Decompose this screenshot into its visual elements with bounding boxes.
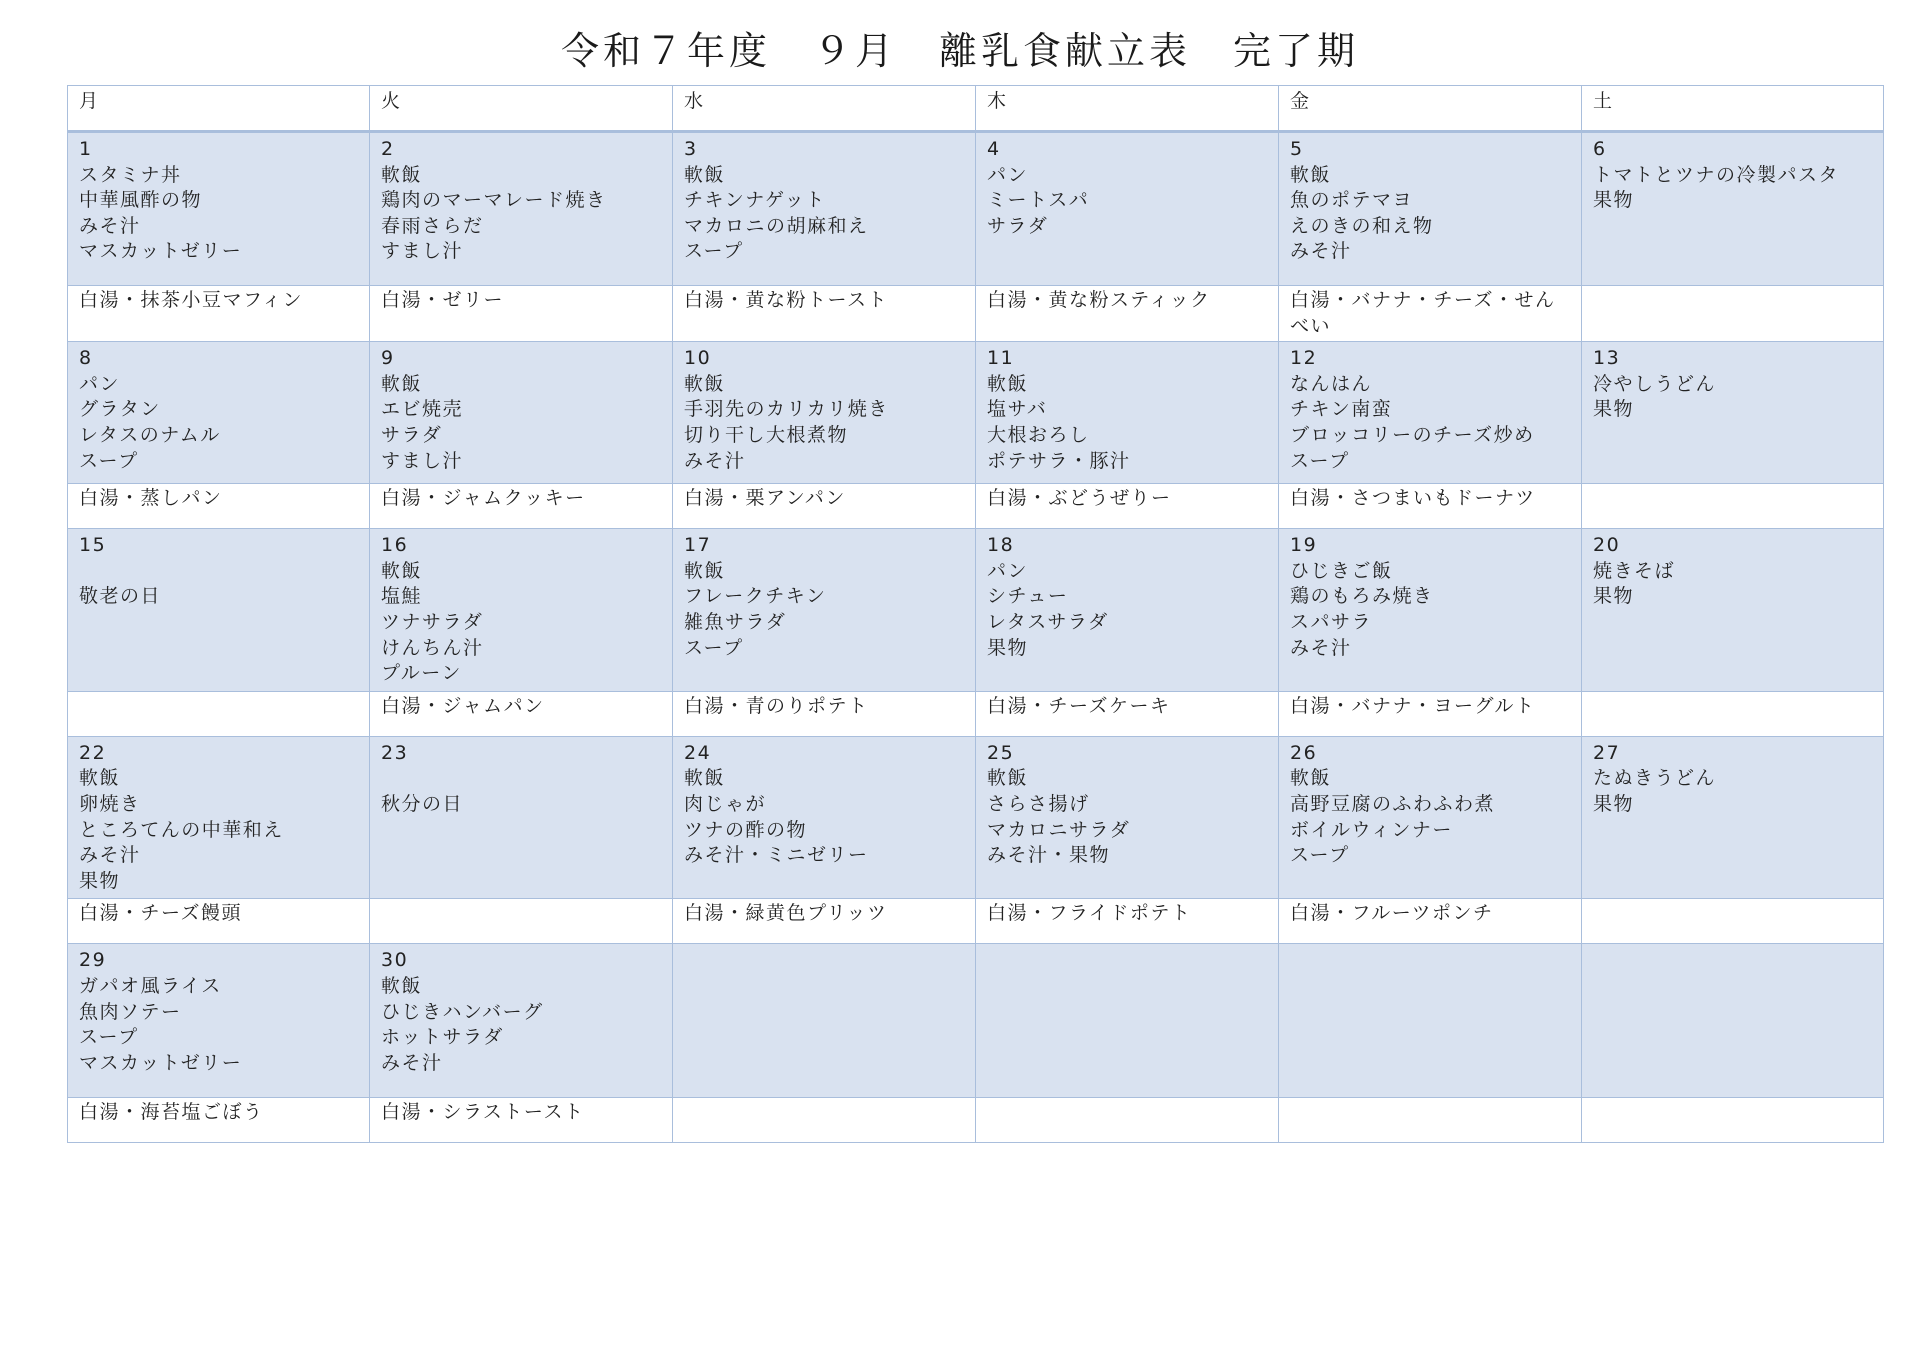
snack-cell-thu (976, 1098, 1279, 1143)
snack-item: 白湯・黄な粉スティック (987, 289, 1211, 311)
menu-item: 魚のポテマヨ (1290, 189, 1414, 212)
snack-cell-tue (370, 1098, 673, 1143)
weekday-header-thu: 木 (976, 86, 1279, 132)
menu-item: 果物 (79, 869, 121, 892)
snack-cell-thu (976, 286, 1279, 342)
day-number: 16 (381, 534, 409, 557)
day-number: 13 (1593, 347, 1621, 370)
menu-item: プルーン (381, 662, 462, 685)
menu-item: 果物 (1593, 398, 1635, 421)
weekday-header-mon: 月 (68, 86, 370, 132)
lunch-cell-fri (1279, 944, 1582, 1098)
snack-cell-tue (370, 484, 673, 529)
lunch-cell-thu (976, 132, 1279, 286)
menu-item: ひじきハンバーグ (381, 1000, 544, 1023)
lunch-cell-fri (1279, 342, 1582, 484)
snack-item: 白湯・シラストースト (381, 1101, 585, 1124)
menu-item: みそ汁 (79, 214, 141, 237)
snack-item: 白湯・ぶどうぜりー (987, 487, 1172, 510)
snack-cell-fri (1279, 286, 1582, 342)
menu-item: スープ (1290, 844, 1350, 867)
snack-cell-wed (673, 484, 976, 529)
lunch-cell-tue (370, 736, 673, 899)
menu-item: 軟飯 (381, 974, 423, 997)
snack-cell-mon (68, 484, 370, 529)
menu-item: すまし汁 (381, 240, 464, 263)
lunch-cell-thu (976, 736, 1279, 899)
lunch-cell-sat (1582, 132, 1884, 286)
snack-item (1593, 1100, 1872, 1126)
snack-cell-tue (370, 286, 673, 342)
menu-item: ボイルウィンナー (1290, 818, 1453, 841)
menu-item: すまし汁 (381, 449, 464, 472)
menu-item: スパサラ (1290, 610, 1373, 633)
lunch-cell-tue (370, 529, 673, 692)
lunch-cell-mon (68, 529, 370, 692)
snack-item: 白湯・バナナ・ヨーグルト (1290, 694, 1536, 717)
menu-item: 秋分の日 (381, 792, 464, 815)
menu-item: ひじきご飯 (1290, 559, 1393, 582)
menu-item: 焼きそば (1593, 559, 1676, 582)
snack-cell-sat (1582, 899, 1884, 944)
menu-calendar-table (67, 85, 1884, 1143)
menu-item: ミートスパ (987, 189, 1090, 212)
day-number: 30 (381, 949, 409, 972)
snack-cell-mon (68, 691, 370, 736)
menu-item: 雑魚サラダ (684, 610, 787, 633)
menu-item: 塩サバ (987, 398, 1048, 421)
snack-item: 白湯・ジャムパン (381, 694, 545, 717)
menu-item: 軟飯 (987, 767, 1029, 790)
menu-item: パン (987, 559, 1029, 582)
menu-item: 中華風酢の物 (79, 189, 203, 212)
snack-cell-mon (68, 899, 370, 944)
snack-cell-thu (976, 691, 1279, 736)
snack-item: 白湯・フルーツポンチ (1290, 902, 1494, 925)
snack-cell-sat (1582, 1098, 1884, 1143)
weekday-header-wed: 水 (673, 86, 976, 132)
menu-item (79, 559, 358, 585)
snack-cell-sat (1582, 691, 1884, 736)
menu-item: トマトとツナの冷製パスタ (1593, 163, 1840, 186)
menu-item: サラダ (381, 423, 443, 446)
menu-item: スタミナ丼 (79, 163, 182, 186)
lunch-cell-mon (68, 342, 370, 484)
snack-item (1593, 901, 1872, 927)
lunch-cell-sat (1582, 342, 1884, 484)
snack-cell-wed (673, 286, 976, 342)
day-number: 1 (79, 138, 93, 160)
snack-cell-mon (68, 1098, 370, 1143)
snack-cell-mon (68, 286, 370, 342)
menu-item (381, 766, 661, 792)
menu-item: フレークチキン (684, 585, 827, 608)
menu-item: みそ汁 (79, 844, 141, 867)
weekday-header-tue: 火 (370, 86, 673, 132)
menu-item: マカロニサラダ (987, 818, 1131, 841)
menu-item: 軟飯 (1290, 163, 1332, 186)
snack-item (1593, 288, 1872, 314)
menu-item: シチュー (987, 585, 1069, 608)
menu-item: 冷やしうどん (1593, 372, 1717, 395)
day-number: 8 (79, 347, 93, 370)
lunch-cell-tue (370, 342, 673, 484)
menu-item: ポテサラ・豚汁 (987, 449, 1131, 472)
menu-item: ツナサラダ (381, 610, 484, 633)
snack-item: 白湯・チーズ饅頭 (79, 902, 243, 925)
menu-item: スープ (684, 636, 744, 659)
weekday-header-fri: 金 (1279, 86, 1582, 132)
day-number: 9 (381, 347, 395, 370)
day-number: 22 (79, 741, 107, 764)
snack-item (987, 1100, 1267, 1126)
snack-item: 白湯・青のりポテト (684, 694, 869, 717)
snack-item: 白湯・さつまいもドーナツ (1290, 487, 1536, 510)
menu-item: 高野豆腐のふわふわ煮 (1290, 792, 1496, 815)
menu-item: みそ汁 (381, 1051, 443, 1074)
snack-cell-fri (1279, 484, 1582, 529)
menu-item: 果物 (1593, 189, 1635, 212)
snack-cell-wed (673, 1098, 976, 1143)
menu-item: 手羽先のカリカリ焼き (684, 398, 889, 421)
snack-item: 白湯・抹茶小豆マフィン (79, 289, 303, 311)
snack-cell-wed (673, 691, 976, 736)
snack-item (1593, 486, 1872, 512)
lunch-cell-wed (673, 132, 976, 286)
lunch-cell-wed (673, 736, 976, 899)
day-number: 19 (1290, 534, 1318, 557)
menu-item: レタスサラダ (987, 610, 1109, 633)
lunch-cell-fri (1279, 529, 1582, 692)
lunch-cell-sat (1582, 944, 1884, 1098)
menu-item: 鶏のもろみ焼き (1290, 585, 1434, 608)
menu-item: 果物 (1593, 792, 1635, 815)
menu-body (68, 132, 1884, 1143)
day-number: 18 (987, 534, 1015, 557)
day-number: 17 (684, 534, 712, 557)
menu-item: 肉じゃが (684, 792, 767, 815)
menu-item: 軟飯 (1290, 767, 1332, 790)
menu-item: ところてんの中華和え (79, 818, 284, 841)
lunch-cell-mon (68, 132, 370, 286)
menu-item: パン (987, 163, 1029, 186)
snack-item: 白湯・バナナ・チーズ・せんべい (1290, 289, 1556, 337)
menu-item: 春雨さらだ (381, 214, 484, 237)
menu-item: スープ (684, 240, 744, 263)
day-number: 23 (381, 741, 409, 764)
menu-item: スープ (79, 1026, 139, 1049)
lunch-cell-fri (1279, 736, 1582, 899)
menu-item: マカロニの胡麻和え (684, 214, 869, 237)
lunch-cell-tue (370, 132, 673, 286)
snack-cell-sat (1582, 484, 1884, 529)
snack-item: 白湯・蒸しパン (79, 487, 223, 510)
lunch-row (68, 342, 1884, 484)
menu-item: 卵焼き (79, 792, 141, 815)
menu-item: ブロッコリーのチーズ炒め (1290, 423, 1535, 446)
day-number: 29 (79, 949, 107, 972)
menu-item: 鶏肉のマーマレード焼き (381, 189, 607, 212)
menu-item: みそ汁 (1290, 636, 1352, 659)
menu-item: 果物 (987, 636, 1029, 659)
snack-item: 白湯・緑黄色プリッツ (684, 902, 888, 925)
menu-item: ツナの酢の物 (684, 818, 808, 841)
menu-item: なんはん (1290, 372, 1373, 395)
snack-row (68, 691, 1884, 736)
lunch-cell-fri (1279, 132, 1582, 286)
snack-cell-thu (976, 484, 1279, 529)
menu-item: 塩鮭 (381, 585, 423, 608)
menu-item: 果物 (1593, 585, 1635, 608)
weekday-header-row (68, 86, 1884, 132)
lunch-row (68, 736, 1884, 899)
menu-item: みそ汁・果物 (987, 844, 1111, 867)
snack-item: 白湯・チーズケーキ (987, 694, 1171, 717)
snack-cell-thu (976, 899, 1279, 944)
menu-item: 切り干し大根煮物 (684, 423, 849, 446)
menu-item: 軟飯 (684, 163, 726, 186)
snack-item: 白湯・栗アンパン (684, 487, 846, 510)
day-number: 2 (381, 138, 395, 160)
day-number: 6 (1593, 138, 1607, 160)
lunch-cell-sat (1582, 736, 1884, 899)
snack-item: 白湯・フライドポテト (987, 902, 1192, 925)
menu-item: マスカットゼリー (79, 240, 243, 263)
menu-item: サラダ (987, 214, 1049, 237)
menu-item: 大根おろし (987, 423, 1090, 446)
snack-cell-wed (673, 899, 976, 944)
page-title: 令和７年度 ９月 離乳食献立表 完了期 (560, 29, 1359, 73)
menu-item: チキンナゲット (684, 189, 826, 212)
snack-cell-tue (370, 899, 673, 944)
lunch-row (68, 132, 1884, 286)
snack-item: 白湯・海苔塩ごぼう (79, 1101, 264, 1124)
lunch-cell-tue (370, 944, 673, 1098)
menu-item: 軟飯 (79, 767, 121, 790)
menu-item: 敬老の日 (79, 585, 162, 608)
lunch-cell-wed (673, 342, 976, 484)
menu-item: 軟飯 (381, 559, 423, 582)
day-number: 27 (1593, 741, 1621, 764)
lunch-cell-mon (68, 944, 370, 1098)
menu-item: スープ (79, 449, 139, 472)
snack-item (1290, 1100, 1570, 1126)
day-number: 15 (79, 534, 107, 557)
menu-item: ガパオ風ライス (79, 974, 222, 997)
menu-item: たぬきうどん (1593, 767, 1717, 790)
lunch-row (68, 529, 1884, 692)
snack-item (381, 901, 661, 927)
day-number: 11 (987, 347, 1015, 370)
day-number: 4 (987, 138, 1001, 160)
snack-cell-fri (1279, 899, 1582, 944)
snack-item (1593, 694, 1872, 720)
lunch-row (68, 944, 1884, 1098)
menu-item: みそ汁・ミニゼリー (684, 844, 869, 867)
lunch-cell-thu (976, 342, 1279, 484)
snack-cell-fri (1279, 1098, 1582, 1143)
day-number: 24 (684, 741, 712, 764)
menu-item: みそ汁 (684, 449, 746, 472)
menu-item: 軟飯 (684, 767, 726, 790)
snack-row (68, 286, 1884, 342)
menu-item: えのきの和え物 (1290, 214, 1434, 237)
day-number: 10 (684, 347, 712, 370)
menu-item: レタスのナムル (79, 423, 221, 446)
lunch-cell-wed (673, 944, 976, 1098)
snack-item (79, 694, 358, 720)
lunch-cell-wed (673, 529, 976, 692)
snack-cell-sat (1582, 286, 1884, 342)
snack-item: 白湯・黄な粉トースト (684, 289, 889, 311)
day-number: 12 (1290, 347, 1318, 370)
menu-item: みそ汁 (1290, 240, 1352, 263)
snack-item: 白湯・ゼリー (381, 289, 505, 311)
menu-item: スープ (1290, 449, 1350, 472)
menu-item: ホットサラダ (381, 1026, 504, 1049)
menu-item: 軟飯 (381, 163, 423, 186)
menu-item: エビ焼売 (381, 398, 464, 421)
snack-row (68, 899, 1884, 944)
menu-item: パン (79, 372, 121, 395)
snack-row (68, 1098, 1884, 1143)
menu-item: マスカットゼリー (79, 1051, 243, 1074)
menu-item: チキン南蛮 (1290, 398, 1393, 421)
menu-item: 魚肉ソテー (79, 1000, 182, 1023)
snack-cell-fri (1279, 691, 1582, 736)
menu-item: 軟飯 (987, 372, 1029, 395)
menu-item: 軟飯 (684, 559, 726, 582)
lunch-cell-mon (68, 736, 370, 899)
lunch-cell-sat (1582, 529, 1884, 692)
menu-item: 軟飯 (684, 372, 726, 395)
weekday-header-sat: 土 (1582, 86, 1884, 132)
snack-item (684, 1100, 964, 1126)
menu-item: グラタン (79, 398, 161, 421)
snack-row (68, 484, 1884, 529)
day-number: 25 (987, 741, 1015, 764)
day-number: 26 (1290, 741, 1318, 764)
snack-item: 白湯・ジャムクッキー (381, 487, 586, 510)
day-number: 3 (684, 138, 698, 160)
snack-cell-tue (370, 691, 673, 736)
day-number: 5 (1290, 138, 1304, 160)
menu-item: けんちん汁 (381, 636, 484, 659)
day-number: 20 (1593, 534, 1621, 557)
lunch-cell-thu (976, 944, 1279, 1098)
menu-item: さらさ揚げ (987, 792, 1090, 815)
lunch-cell-thu (976, 529, 1279, 692)
menu-item: 軟飯 (381, 372, 423, 395)
